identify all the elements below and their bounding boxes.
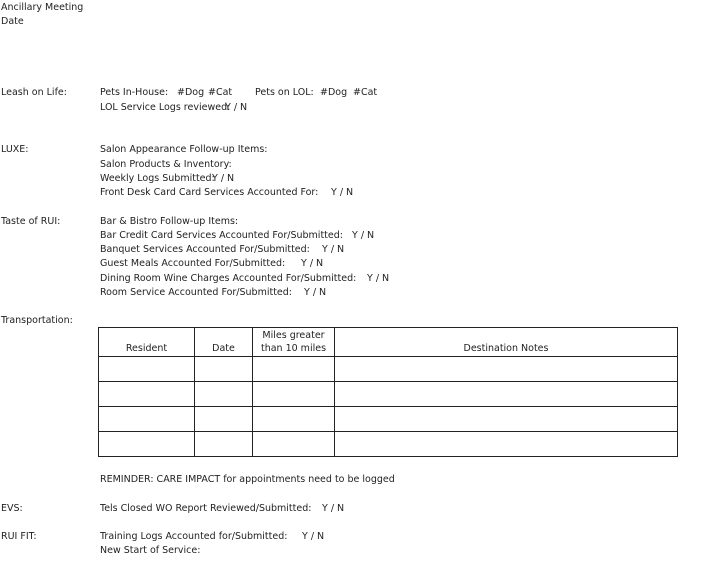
destination-notes-column-header: Destination Notes bbox=[335, 328, 678, 357]
luxe-line-1: Salon Appearance Follow-up Items: bbox=[100, 144, 268, 155]
table-row bbox=[99, 357, 678, 382]
evs-line-1-yn: Y / N bbox=[322, 503, 345, 514]
cat-tag: #Cat bbox=[208, 87, 233, 98]
miles-header-line-1: Miles greater bbox=[262, 330, 325, 341]
miles-column-header bbox=[253, 328, 335, 357]
table-cell[interactable] bbox=[99, 407, 195, 432]
taste-line-1: Bar & Bistro Follow-up Items: bbox=[100, 216, 239, 227]
evs-line-1: Tels Closed WO Report Reviewed/Submitted: bbox=[100, 503, 312, 514]
table-cell[interactable] bbox=[253, 407, 335, 432]
table-cell[interactable] bbox=[335, 432, 678, 457]
taste-line-5-yn: Y / N bbox=[367, 273, 390, 284]
table-cell[interactable] bbox=[335, 407, 678, 432]
date-label: Date bbox=[1, 16, 24, 27]
miles-header-line-2: than 10 miles bbox=[260, 343, 327, 354]
table-cell[interactable] bbox=[195, 432, 253, 457]
table-cell[interactable] bbox=[253, 382, 335, 407]
evs-section-label: EVS: bbox=[1, 503, 23, 514]
luxe-line-4-yn: Y / N bbox=[331, 187, 354, 198]
table-cell[interactable] bbox=[195, 357, 253, 382]
table-cell[interactable] bbox=[99, 357, 195, 382]
table-cell[interactable] bbox=[195, 407, 253, 432]
table-cell[interactable] bbox=[99, 432, 195, 457]
document-title: Ancillary Meeting bbox=[1, 2, 84, 13]
leash-section-label: Leash on Life: bbox=[1, 87, 67, 98]
table-cell[interactable] bbox=[253, 357, 335, 382]
luxe-line-3-yn: Y / N bbox=[212, 173, 235, 184]
luxe-line-3: Weekly Logs Submitted: bbox=[100, 173, 215, 184]
table-cell[interactable] bbox=[253, 432, 335, 457]
lol-service-logs-yn: Y / N bbox=[225, 102, 248, 113]
table-cell[interactable] bbox=[195, 382, 253, 407]
lol-service-logs-label: LOL Service Logs reviewed: bbox=[100, 102, 231, 113]
cat-tag-2: #Cat bbox=[353, 87, 378, 98]
taste-line-5: Dining Room Wine Charges Accounted For/Submitted: bbox=[100, 273, 357, 284]
luxe-line-2: Salon Products & Inventory: bbox=[100, 159, 232, 170]
fit-line-1-yn: Y / N bbox=[302, 531, 325, 542]
dog-tag-2: #Dog bbox=[320, 87, 348, 98]
taste-section-label: Taste of RUI: bbox=[1, 216, 61, 227]
table-cell[interactable] bbox=[335, 382, 678, 407]
rui-fit-section-label: RUI FIT: bbox=[1, 531, 37, 542]
fit-line-2: New Start of Service: bbox=[100, 545, 201, 556]
luxe-section-label: LUXE: bbox=[1, 144, 29, 155]
fit-line-1: Training Logs Accounted for/Submitted: bbox=[100, 531, 288, 542]
table-cell[interactable] bbox=[335, 357, 678, 382]
resident-column-header: Resident bbox=[99, 328, 195, 357]
taste-line-4: Guest Meals Accounted For/Submitted: bbox=[100, 258, 286, 269]
transportation-table bbox=[98, 327, 678, 457]
table-cell[interactable] bbox=[99, 382, 195, 407]
taste-line-3-yn: Y / N bbox=[322, 244, 345, 255]
taste-line-6-yn: Y / N bbox=[304, 287, 327, 298]
transportation-section-label: Transportation: bbox=[1, 315, 73, 326]
taste-line-2: Bar Credit Card Services Accounted For/Submitted: bbox=[100, 230, 343, 241]
table-row bbox=[99, 432, 678, 457]
pets-on-lol-label: Pets on LOL: bbox=[255, 87, 314, 98]
taste-line-4-yn: Y / N bbox=[301, 258, 324, 269]
taste-line-6: Room Service Accounted For/Submitted: bbox=[100, 287, 292, 298]
table-row bbox=[99, 382, 678, 407]
luxe-line-4: Front Desk Card Card Services Accounted For: bbox=[100, 187, 319, 198]
taste-line-3: Banquet Services Accounted For/Submitted: bbox=[100, 244, 310, 255]
taste-line-2-yn: Y / N bbox=[352, 230, 375, 241]
pets-in-house-label: Pets In-House: bbox=[100, 87, 169, 98]
table-row bbox=[99, 407, 678, 432]
dog-tag: #Dog bbox=[177, 87, 205, 98]
date-column-header: Date bbox=[195, 328, 253, 357]
care-impact-reminder: REMINDER: CARE IMPACT for appointments need to be logged bbox=[100, 474, 395, 485]
